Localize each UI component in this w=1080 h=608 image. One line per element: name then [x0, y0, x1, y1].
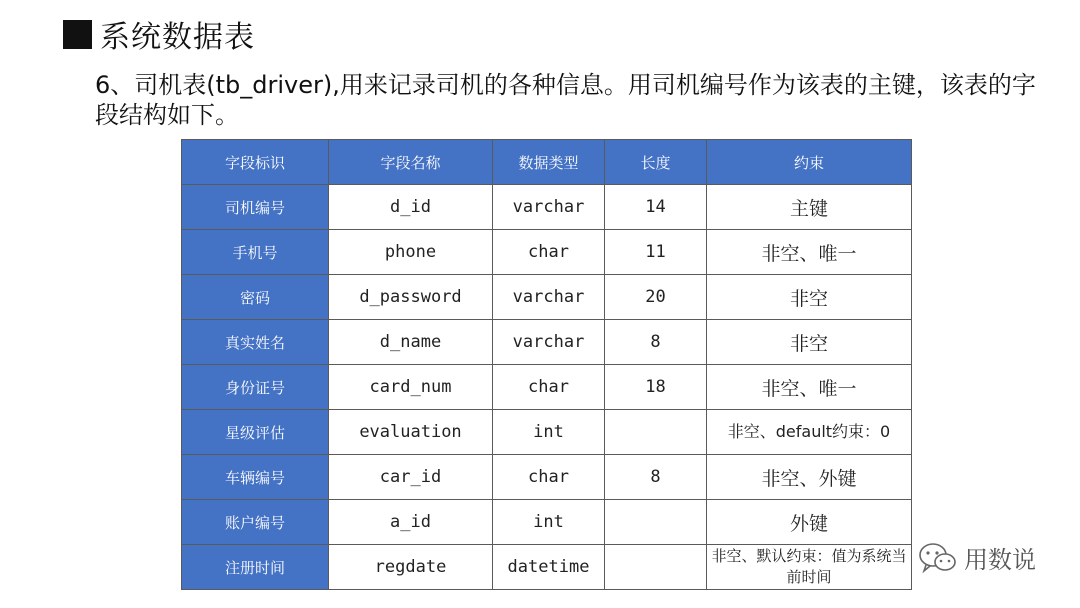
length-cell: 11	[605, 230, 707, 275]
data-type-cell: varchar	[493, 185, 605, 230]
data-type-cell: datetime	[493, 545, 605, 590]
length-cell: 18	[605, 365, 707, 410]
row-label: 车辆编号	[182, 455, 329, 500]
table-row	[182, 275, 912, 320]
constraint-cell: 非空、唯一	[707, 230, 912, 275]
intro-text: 6、司机表(tb_driver),用来记录司机的各种信息。用司机编号作为该表的主键，该表的字段结构如下。	[95, 71, 1036, 129]
row-label: 司机编号	[182, 185, 329, 230]
constraint-cell: 非空、唯一	[707, 365, 912, 410]
watermark	[918, 540, 1036, 575]
field-name-cell: car_id	[329, 455, 493, 500]
data-type-cell: char	[493, 230, 605, 275]
field-name-cell: evaluation	[329, 410, 493, 455]
constraint-cell: 非空	[707, 275, 912, 320]
data-type-cell: varchar	[493, 320, 605, 365]
field-name-cell: d_id	[329, 185, 493, 230]
table-row	[182, 365, 912, 410]
wechat-icon	[918, 541, 958, 575]
field-name-cell: card_num	[329, 365, 493, 410]
length-cell: 8	[605, 320, 707, 365]
page-title: 系统数据表	[100, 20, 255, 55]
constraint-cell: 非空、default约束：0	[707, 410, 912, 455]
header-length: 长度	[605, 140, 707, 185]
field-name-cell: d_name	[329, 320, 493, 365]
table-row	[182, 455, 912, 500]
length-cell	[605, 410, 707, 455]
table-header-row	[182, 140, 912, 185]
row-label: 注册时间	[182, 545, 329, 590]
title-bullet-square	[63, 20, 92, 49]
constraint-cell: 非空、默认约束：值为系统当前时间	[707, 545, 912, 590]
constraint-cell: 非空	[707, 320, 912, 365]
row-label: 星级评估	[182, 410, 329, 455]
watermark-text: 用数说	[964, 546, 1036, 574]
slide-title	[63, 14, 255, 54]
field-name-cell: regdate	[329, 545, 493, 590]
constraint-cell: 主键	[707, 185, 912, 230]
table-row	[182, 185, 912, 230]
field-name-cell: d_password	[329, 275, 493, 320]
row-label: 密码	[182, 275, 329, 320]
length-cell: 20	[605, 275, 707, 320]
field-name-cell: a_id	[329, 500, 493, 545]
header-data-type: 数据类型	[493, 140, 605, 185]
header-field-name: 字段名称	[329, 140, 493, 185]
data-type-cell: char	[493, 455, 605, 500]
field-structure-table	[181, 139, 912, 590]
table-row	[182, 230, 912, 275]
length-cell: 8	[605, 455, 707, 500]
table-row	[182, 320, 912, 365]
constraint-cell: 非空、外键	[707, 455, 912, 500]
length-cell: 14	[605, 185, 707, 230]
row-label: 真实姓名	[182, 320, 329, 365]
data-type-cell: varchar	[493, 275, 605, 320]
data-type-cell: int	[493, 500, 605, 545]
length-cell	[605, 545, 707, 590]
data-type-cell: int	[493, 410, 605, 455]
header-field-id: 字段标识	[182, 140, 329, 185]
row-label: 身份证号	[182, 365, 329, 410]
table-row	[182, 545, 912, 590]
table-row	[182, 410, 912, 455]
row-label: 手机号	[182, 230, 329, 275]
constraint-cell: 外键	[707, 500, 912, 545]
field-name-cell: phone	[329, 230, 493, 275]
length-cell	[605, 500, 707, 545]
header-constraint: 约束	[707, 140, 912, 185]
data-type-cell: char	[493, 365, 605, 410]
table-row	[182, 500, 912, 545]
row-label: 账户编号	[182, 500, 329, 545]
